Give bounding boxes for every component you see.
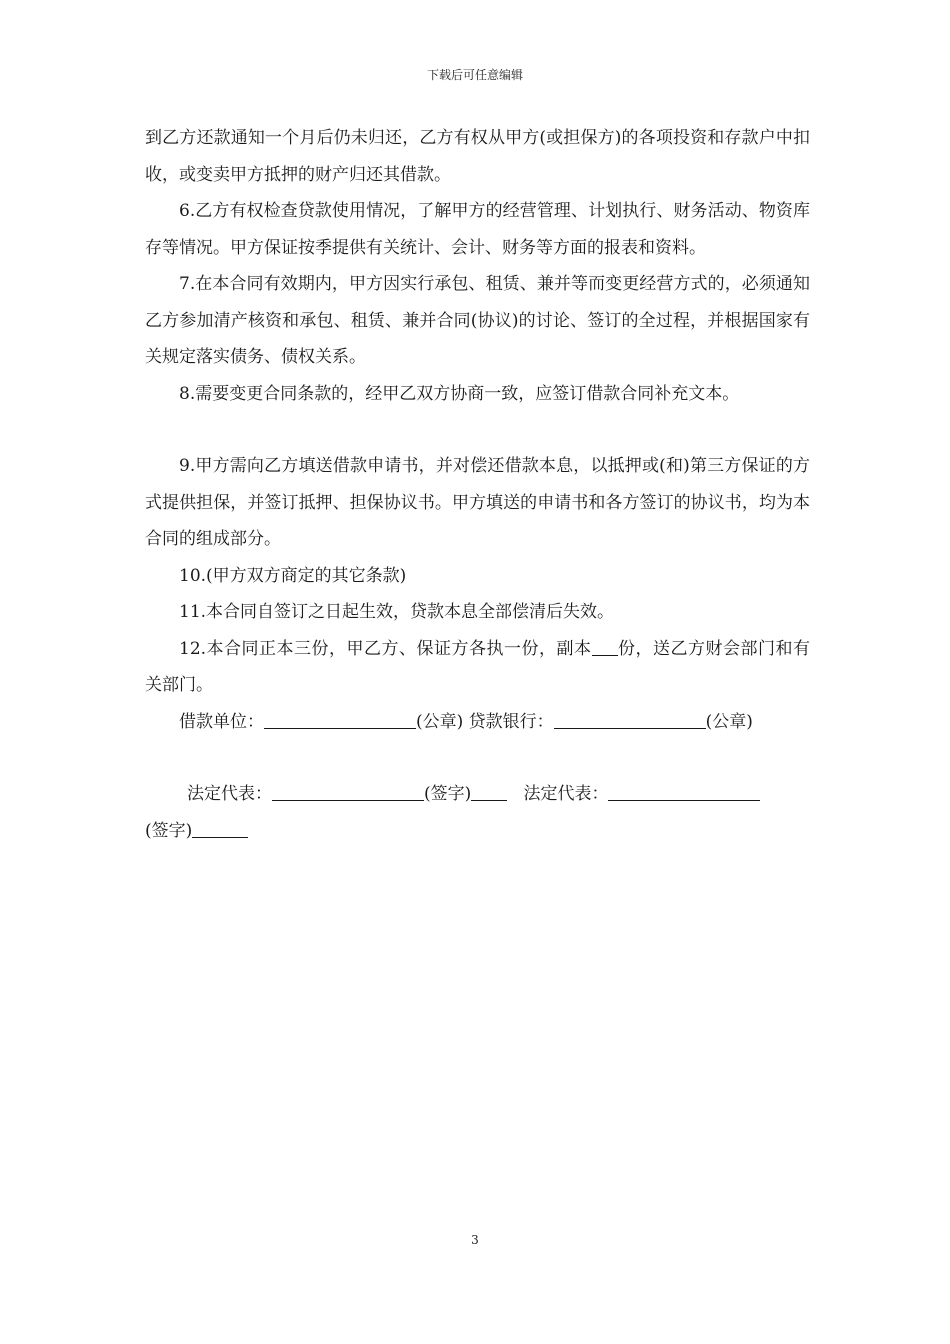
representative-row-continued [145,813,810,850]
clause-8: 8.需要变更合同条款的，经甲乙双方协商一致，应签订借款合同补充文本。 [179,383,740,404]
lender-rep-blank [608,782,760,801]
lender-seal: (公章) [705,711,753,732]
clause-12-part-a: 12.本合同正本三份，甲乙方、保证方各执一份，副本 [179,638,592,659]
seal-row [145,704,810,741]
borrower-seal: (公章) [416,711,464,732]
document-body [145,120,810,849]
paragraph-continuation: 到乙方还款通知一个月后仍未归还，乙方有权从甲方(或担保方)的各项投资和存款户中扣收，或变卖甲方抵押的财产归还其借款。 [145,128,810,185]
clause-7: 7.在本合同有效期内，甲方因实行承包、租赁、兼并等而变更经营方式的，必须通知乙方参加清产核资和承包、租赁、兼并合同(协议)的讨论、签订的全过程，并根据国家有关规定落实债务、债权关系。 [145,274,810,367]
lender-sign-blank [192,819,248,838]
lender-rep-label: 法定代表： [523,784,609,804]
copies-blank [592,637,618,656]
borrower-label: 借款单位： [179,711,264,732]
clause-12-part-b: 份，送乙方财会部门和有关部门。 [145,638,811,695]
page-header: 下载后可任意编辑 [426,68,523,82]
lender-label: 贷款银行： [468,711,554,732]
clause-9: 9.甲方需向乙方填送借款申请书，并对偿还借款本息，以抵押或(和)第三方保证的方式提供担保，并签订抵押、担保协议书。甲方填送的申请书和各方签订的协议书，均为本合同的组成部分。 [145,456,810,549]
clause-12 [145,631,810,704]
representative-row [145,776,810,813]
clause-10: 10.(甲方双方商定的其它条款) [179,565,407,586]
clause-11: 11.本合同自签订之日起生效，贷款本息全部偿清后失效。 [179,602,615,622]
borrower-sign-blank [471,782,507,801]
clause-6: 6.乙方有权检查贷款使用情况，了解甲方的经营管理、计划执行、财务活动、物资库存等情况。甲方保证按季提供有关统计、会计、财务等方面的报表和资料。 [145,201,810,258]
borrower-blank [264,710,416,729]
lender-blank [554,710,706,729]
page-number: 3 [471,1233,479,1247]
lender-rep-sign: (签字) [145,820,193,841]
blank-line [145,740,810,776]
blank-line [145,412,810,448]
borrower-rep-blank [272,782,424,801]
borrower-rep-sign: (签字) [424,784,472,804]
borrower-rep-label: 法定代表： [187,784,272,804]
